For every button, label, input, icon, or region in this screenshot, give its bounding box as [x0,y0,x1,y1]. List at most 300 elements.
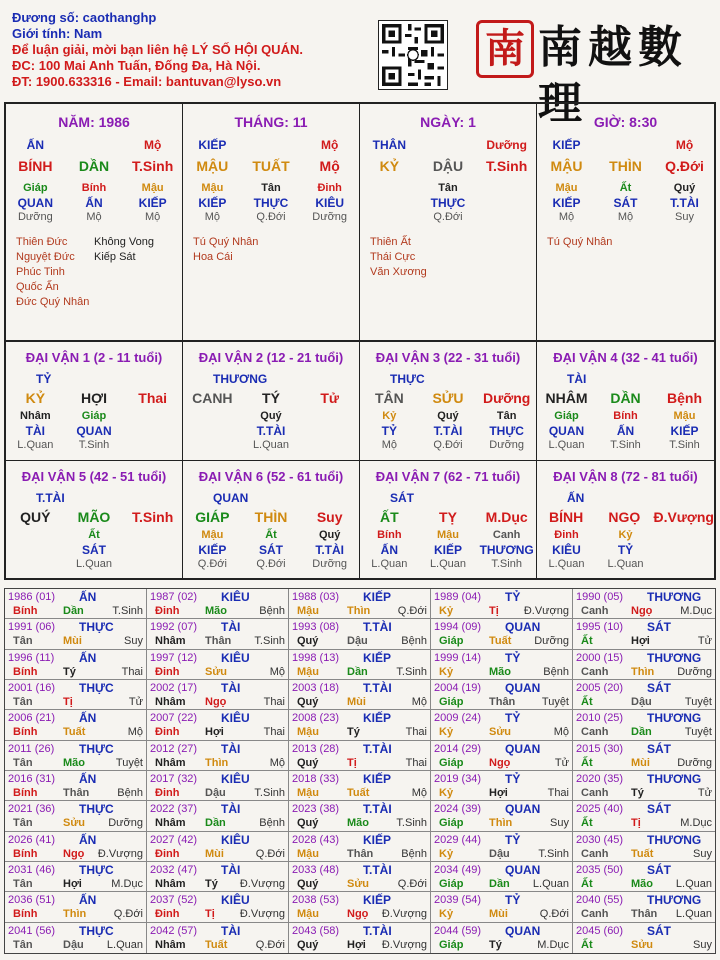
year-stem: Mậu [297,908,319,921]
dai-van-hidden-stems-row-cell: Ất [265,529,277,541]
year-cell[interactable] [147,801,289,831]
year-stem: Nhâm [155,635,186,648]
year-label: 2004 (19) [434,682,482,694]
year-stage: Dưỡng [677,665,712,678]
year-stage: Bệnh [259,817,285,830]
year-cell[interactable] [431,862,573,892]
dai-van-stem-branch-row-cell: Suy [316,509,343,525]
year-label: 2040 (55) [576,894,624,907]
pillar-column[interactable] [360,104,537,340]
year-stage: Tuyệt [115,756,143,769]
year-label: 2028 (43) [292,833,340,846]
year-cell[interactable] [289,650,431,680]
pillar-stage-row-cell: Dưỡng [312,211,348,223]
year-cell[interactable] [573,650,715,680]
dai-van-stage-row [537,558,714,572]
star-item: Phúc Tinh [16,266,65,278]
year-label: 2026 (41) [8,833,56,846]
year-stage: T.Sinh [396,665,427,678]
dai-van-hidden-stems-row-cell: Quý [318,529,341,541]
pillar-stage-row [360,211,536,225]
year-stage: Mộ [411,787,427,799]
year-cell[interactable] [147,771,289,801]
year-label: 1990 (05) [576,591,624,603]
dai-van-ten-god: THƯƠNG [213,372,268,386]
pillar-ten-god-row [537,138,714,158]
year-label: 2033 (48) [292,864,340,876]
year-cell[interactable] [431,923,573,953]
year-cell[interactable] [5,650,147,680]
year-cell[interactable] [5,741,147,771]
pillar-stem-branch-row-cell: T.Sinh [132,158,174,174]
dai-van-stage-row-cell: L.Quan [607,558,644,570]
year-ten-god: ẤN [79,832,97,847]
year-stage: Đ.Vượng [381,908,427,921]
year-cell[interactable] [147,832,289,862]
year-stage: M.Dục [537,938,569,951]
year-cell[interactable] [147,589,289,619]
pillar-ten-god-row-cell [65,138,124,158]
year-stage: Bệnh [401,635,427,648]
year-cell[interactable] [573,923,715,953]
pillar-column[interactable] [183,104,360,340]
dai-van-stem-branch-row-cell: Dưỡng [483,390,531,406]
year-branch: Thân [205,635,232,648]
year-branch: Mão [489,665,511,678]
pillar-hidden-stems-row-cell: Đinh [317,182,342,194]
pillar-stage-row-cell: Suy [675,211,694,223]
year-ten-god: ẤN [79,590,97,604]
year-stem: Bính [13,787,38,799]
year-stage: Đ.Vượng [97,847,143,860]
year-cell[interactable] [5,710,147,740]
dai-van-stem-branch-row [360,390,536,410]
year-ten-god: THƯƠNG [647,832,702,847]
year-label: 2009 (24) [434,712,482,725]
year-branch: Tý [489,938,502,951]
year-cell[interactable] [573,801,715,831]
pillar-hidden-stems-row-cell [477,182,536,196]
year-cell[interactable] [147,862,289,892]
year-cell[interactable] [289,892,431,922]
dai-van-hidden-stems-row-cell: Mậu [436,529,459,541]
pillar-hidden-stems-row-cell: Tân [438,182,458,194]
dai-van-stem-branch-row-cell: CANH [192,390,233,406]
year-ten-god: TỶ [505,711,521,726]
year-cell[interactable] [431,589,573,619]
pillar-hidden-gods-row [6,196,182,211]
star-item: Tú Quý Nhân [547,236,613,248]
gender-value: Nam [73,26,103,41]
star-item: Thiên Đức [16,236,68,248]
year-cell[interactable] [431,650,573,680]
dai-van-cell[interactable] [183,342,360,460]
year-stage: Bệnh [259,605,285,617]
year-cell[interactable] [5,589,147,619]
year-cell[interactable] [289,741,431,771]
pillar-hidden-stems-row-cell: Bính [81,182,107,194]
year-cell[interactable] [289,801,431,831]
dai-van-cell[interactable] [360,342,537,460]
year-ten-god: KIÊU [221,590,250,604]
year-cell[interactable] [5,680,147,710]
year-label: 2027 (42) [150,833,198,846]
year-label: 2014 (29) [434,742,482,755]
year-stem: Nhâm [155,696,186,708]
dai-van-hidden-gods-row [537,424,714,439]
dai-van-hidden-gods-row-cell: ẤN [616,424,635,438]
dai-van-stem-branch-row-cell: Bệnh [667,390,702,406]
year-cell[interactable] [573,710,715,740]
year-stem: Đinh [155,726,180,739]
year-ten-god: TÀI [221,923,241,938]
dai-van-stage-row-cell: Dưỡng [312,558,348,570]
year-cell[interactable] [289,923,431,953]
pillar-ten-god-row [360,138,536,158]
year-cell[interactable] [431,710,573,740]
year-branch: Sửu [489,726,512,739]
pillar-column[interactable] [537,104,714,340]
dai-van-stem-branch-row-cell: HỢI [81,390,107,406]
year-cell[interactable] [289,832,431,862]
dai-van-ten-god: SÁT [390,491,414,505]
phone-line: ĐT: 1900.633316 - Email: bantuvan@lyso.vn [12,74,282,89]
year-cell[interactable] [147,710,289,740]
year-label: 2029 (44) [434,833,482,846]
year-label: 2017 (32) [150,773,198,785]
dai-van-title: ĐẠI VẬN 5 (42 - 51 tuổi) [21,469,167,484]
year-label: 2041 (56) [8,924,56,937]
dai-van-hidden-stems-row [537,410,714,424]
year-ten-god: T.TÀI [363,802,392,817]
pillar-hidden-gods-row-cell [360,196,419,211]
star-item: Kiếp Sát [94,251,136,263]
year-cell[interactable] [5,801,147,831]
year-cell[interactable] [289,862,431,892]
year-branch: Tuất [347,787,370,799]
pillar-hidden-stems-row [6,182,182,196]
year-branch: Dậu [205,787,226,799]
year-stem: Quý [297,817,319,830]
dai-van-stem-branch-row-cell: ẤT [379,509,399,525]
dai-van-stage-row-cell [655,558,714,572]
year-ten-god: THỰC [79,802,114,817]
dai-van-cell[interactable] [6,460,183,578]
star-item: Quốc Ấn [16,281,59,293]
pillar-stage-row-cell: Dưỡng [17,211,53,223]
year-ten-god: ẤN [79,650,97,665]
year-branch: Tuất [63,726,86,739]
year-stem: Canh [581,665,609,678]
pillar-stem-branch-row-cell: BÍNH [18,158,53,174]
year-ten-god: THƯƠNG [647,772,702,786]
dai-van-cell[interactable] [6,342,183,460]
qr-code-icon[interactable] [378,20,448,90]
year-cell[interactable] [573,619,715,649]
year-ten-god: T.TÀI [363,681,392,695]
year-stage: Tuyệt [684,696,712,708]
dai-van-hidden-stems-row-cell: Bính [613,410,638,422]
year-branch: Mùi [347,696,366,708]
year-stage: Tuyệt [684,726,712,739]
year-label: 2039 (54) [434,894,482,907]
year-cell[interactable] [5,862,147,892]
dai-van-hidden-gods-row-cell [655,543,714,558]
year-stem: Mậu [297,605,319,617]
year-cell[interactable] [573,832,715,862]
pillar-ten-god-row-cell [242,138,301,158]
year-stem: Kỷ [439,665,454,678]
year-ten-god: TÀI [221,681,241,695]
year-cell[interactable] [147,680,289,710]
year-ten-god: TỶ [505,650,521,665]
dai-van-cell[interactable] [183,460,360,578]
year-stage: Tử [697,787,712,799]
year-ten-god: THƯƠNG [647,711,702,726]
dai-van-stage-row-cell [6,558,65,572]
year-cell[interactable] [5,619,147,649]
year-cell[interactable] [289,619,431,649]
annual-luck-table [4,588,716,954]
dai-van-hidden-stems-row [537,529,714,543]
dai-van-hidden-stems-row-cell: Giáp [81,410,107,422]
stars-right [626,235,705,250]
year-ten-god: SÁT [647,681,671,695]
year-cell[interactable] [573,680,715,710]
brand-name: 南越數理 [538,22,688,129]
year-cell[interactable] [431,771,573,801]
pillar-hidden-gods-row-cell: THỰC [430,196,466,210]
year-label: 2043 (58) [292,924,340,937]
year-cell[interactable] [289,589,431,619]
year-stem: Tân [13,817,33,830]
year-stem: Ất [581,756,593,769]
dai-van-hidden-stems-row-cell: Kỷ [618,529,633,541]
year-branch: Ngọ [347,908,369,921]
year-ten-god: KIẾP [363,893,392,908]
year-cell[interactable] [5,771,147,801]
dai-van-hidden-stems-row-cell [300,410,359,424]
pillar-stage-row-cell: Mộ [204,211,220,223]
year-stem: Mậu [297,726,319,739]
year-stage: T.Sinh [112,605,143,617]
year-ten-god: T.TÀI [363,620,392,635]
dai-van-hidden-gods-row-cell [300,424,359,439]
year-ten-god: KIẾP [363,772,392,786]
dai-van-title: ĐẠI VẬN 1 (2 - 11 tuổi) [25,350,163,365]
year-cell[interactable] [147,619,289,649]
year-stem: Giáp [439,878,464,890]
dai-van-cell[interactable] [537,460,714,578]
dai-van-stem-branch-row-cell: GIÁP [195,509,230,525]
pillar-stem-branch-row-cell: Q.Đới [665,158,704,174]
dai-van-stem-branch-row-cell: KỶ [25,390,46,406]
year-stem: Tân [13,696,33,708]
dai-van-stem-branch-row [360,509,536,529]
dai-van-cell[interactable] [360,460,537,578]
year-branch: Thân [63,787,90,799]
year-ten-god: TỶ [505,893,521,908]
pillar-stage-row [183,211,359,225]
year-stem: Bính [13,908,38,921]
year-cell[interactable] [573,589,715,619]
year-cell[interactable] [573,862,715,892]
pillar-hidden-stems-row-cell: Ất [619,182,632,194]
year-stage: Suy [693,938,712,951]
year-stage: Tử [554,756,569,769]
year-branch: Thân [631,908,658,921]
dai-van-hidden-stems-row-cell: Đinh [554,529,579,541]
dai-van-stage-row-cell: T.Sinh [491,558,522,570]
pillar-hidden-gods-row-cell: SÁT [613,196,638,210]
dai-van-stem-branch-row [537,509,714,529]
year-branch: Hợi [63,878,82,890]
year-cell[interactable] [573,771,715,801]
year-cell[interactable] [431,892,573,922]
year-stem: Nhâm [155,756,186,769]
dai-van-title: ĐẠI VẬN 7 (62 - 71 tuổi) [375,469,521,484]
year-ten-god: ẤN [79,772,97,786]
dai-van-hidden-gods-row-cell: ẤN [380,543,398,557]
dai-van-hidden-stems-row-cell: Kỷ [382,410,397,422]
year-label: 2018 (33) [292,773,340,785]
dai-van-stem-branch-row-cell: DẦN [610,390,641,406]
year-cell[interactable] [431,832,573,862]
year-stem: Bính [13,847,38,860]
dai-van-stage-row-cell: L.Quan [548,558,585,570]
year-label: 1993 (08) [292,621,340,634]
year-stage: T.Sinh [396,817,427,830]
pillar-title: THÁNG: 11 [234,114,308,130]
pillar-hidden-gods-row [360,196,536,211]
dai-van-hidden-stems-row-cell: Mậu [201,529,224,541]
year-cell[interactable] [431,801,573,831]
year-branch: Tý [631,787,644,799]
stars-left [193,235,271,265]
dai-van-stage-row-cell [300,439,359,453]
year-branch: Dậu [489,847,510,860]
stars-left [370,235,448,280]
year-label: 2008 (23) [292,712,340,725]
dai-van-stage-row-cell: L.Quan [252,439,290,451]
year-cell[interactable] [573,741,715,771]
year-cell[interactable] [289,710,431,740]
dai-van-hidden-gods-row-cell: KIẾP [670,424,699,438]
year-cell[interactable] [431,619,573,649]
year-cell[interactable] [5,923,147,953]
pillar-stage-row-cell: Q.Đới [433,211,463,223]
dai-van-hidden-gods-row [537,543,714,558]
year-ten-god: KIẾP [363,590,392,604]
pillar-stem-branch-row [360,158,536,180]
year-ten-god: KIẾP [363,650,392,665]
dai-van-stage-row [6,558,182,572]
dai-van-hidden-stems-row [183,410,359,424]
dai-van-stage-row-cell: Q.Đới [197,558,227,570]
pillar-hidden-stems-row [183,182,359,196]
pillar-ten-god-row [6,138,182,158]
year-label: 1998 (13) [292,651,340,664]
year-branch: Sửu [205,665,228,678]
dai-van-hidden-gods-row-cell: T.TÀI [433,424,463,438]
year-branch: Tị [631,817,641,830]
year-cell[interactable] [147,892,289,922]
year-cell[interactable] [5,892,147,922]
dai-van-hidden-gods-row-cell [123,424,182,439]
year-branch: Sửu [347,878,370,890]
pillar-hidden-gods-row-cell: KIẾP [198,196,227,210]
pillar-stem-branch-row-cell: MẬU [196,158,229,174]
dai-van-title: ĐẠI VẬN 4 (32 - 41 tuổi) [553,350,698,365]
year-cell[interactable] [289,771,431,801]
year-ten-god: QUAN [505,741,541,756]
year-stage: M.Dục [111,878,143,890]
year-label: 1988 (03) [292,591,340,603]
year-branch: Hợi [205,726,224,739]
dai-van-hidden-gods-row-cell: SÁT [258,543,283,557]
year-ten-god: TỶ [505,832,521,847]
year-label: 2007 (22) [150,712,198,725]
year-label: 1996 (11) [8,651,55,664]
year-label: 2013 (28) [292,742,340,755]
year-ten-god: THỰC [79,863,114,877]
dai-van-cell[interactable] [537,342,714,460]
year-label: 2031 (46) [8,864,56,876]
year-cell[interactable] [431,741,573,771]
year-label: 2003 (18) [292,682,340,694]
year-label: 2038 (53) [292,894,340,907]
year-branch: Tị [347,756,357,769]
year-branch: Dậu [63,938,84,951]
year-branch: Mão [631,878,653,890]
year-ten-god: THỰC [79,741,114,756]
dai-van-stage-row-cell: T.Sinh [610,439,641,451]
year-cell[interactable] [147,650,289,680]
year-stem: Đinh [155,665,180,678]
dai-van-hidden-stems-row-cell: Nhâm [20,410,51,422]
dai-van-stem-branch-row-cell: TỴ [439,509,457,525]
year-ten-god: QUAN [505,863,541,877]
year-ten-god: THƯƠNG [647,650,702,665]
year-stem: Quý [297,696,319,708]
year-cell[interactable] [147,923,289,953]
year-stem: Giáp [439,756,464,769]
gender-label: Giới tính: [12,26,71,41]
year-stage: Dưỡng [534,635,569,648]
pillar-column[interactable] [6,104,183,340]
year-label: 2045 (60) [576,924,624,937]
pillar-stars [6,225,182,310]
year-cell[interactable] [5,832,147,862]
dai-van-title: ĐẠI VẬN 3 (22 - 31 tuổi) [375,350,521,365]
dai-van-stem-branch-row-cell: Đ.Vượng [653,509,714,525]
year-cell[interactable] [573,892,715,922]
year-label: 2015 (30) [576,742,624,755]
year-stage: M.Dục [680,605,712,617]
year-cell[interactable] [147,741,289,771]
star-item: Thiên Ất [370,236,411,248]
year-cell[interactable] [431,680,573,710]
year-label: 2037 (52) [150,894,198,907]
star-item: Nguyệt Đức [16,251,75,263]
pillar-stem-branch-row-cell: Mộ [319,158,340,174]
year-cell[interactable] [289,680,431,710]
year-branch: Tuất [205,938,228,951]
year-stage: Q.Đới [255,847,285,860]
year-ten-god: KIÊU [221,772,250,786]
year-branch: Dần [205,817,226,830]
year-label: 2035 (50) [576,864,624,876]
